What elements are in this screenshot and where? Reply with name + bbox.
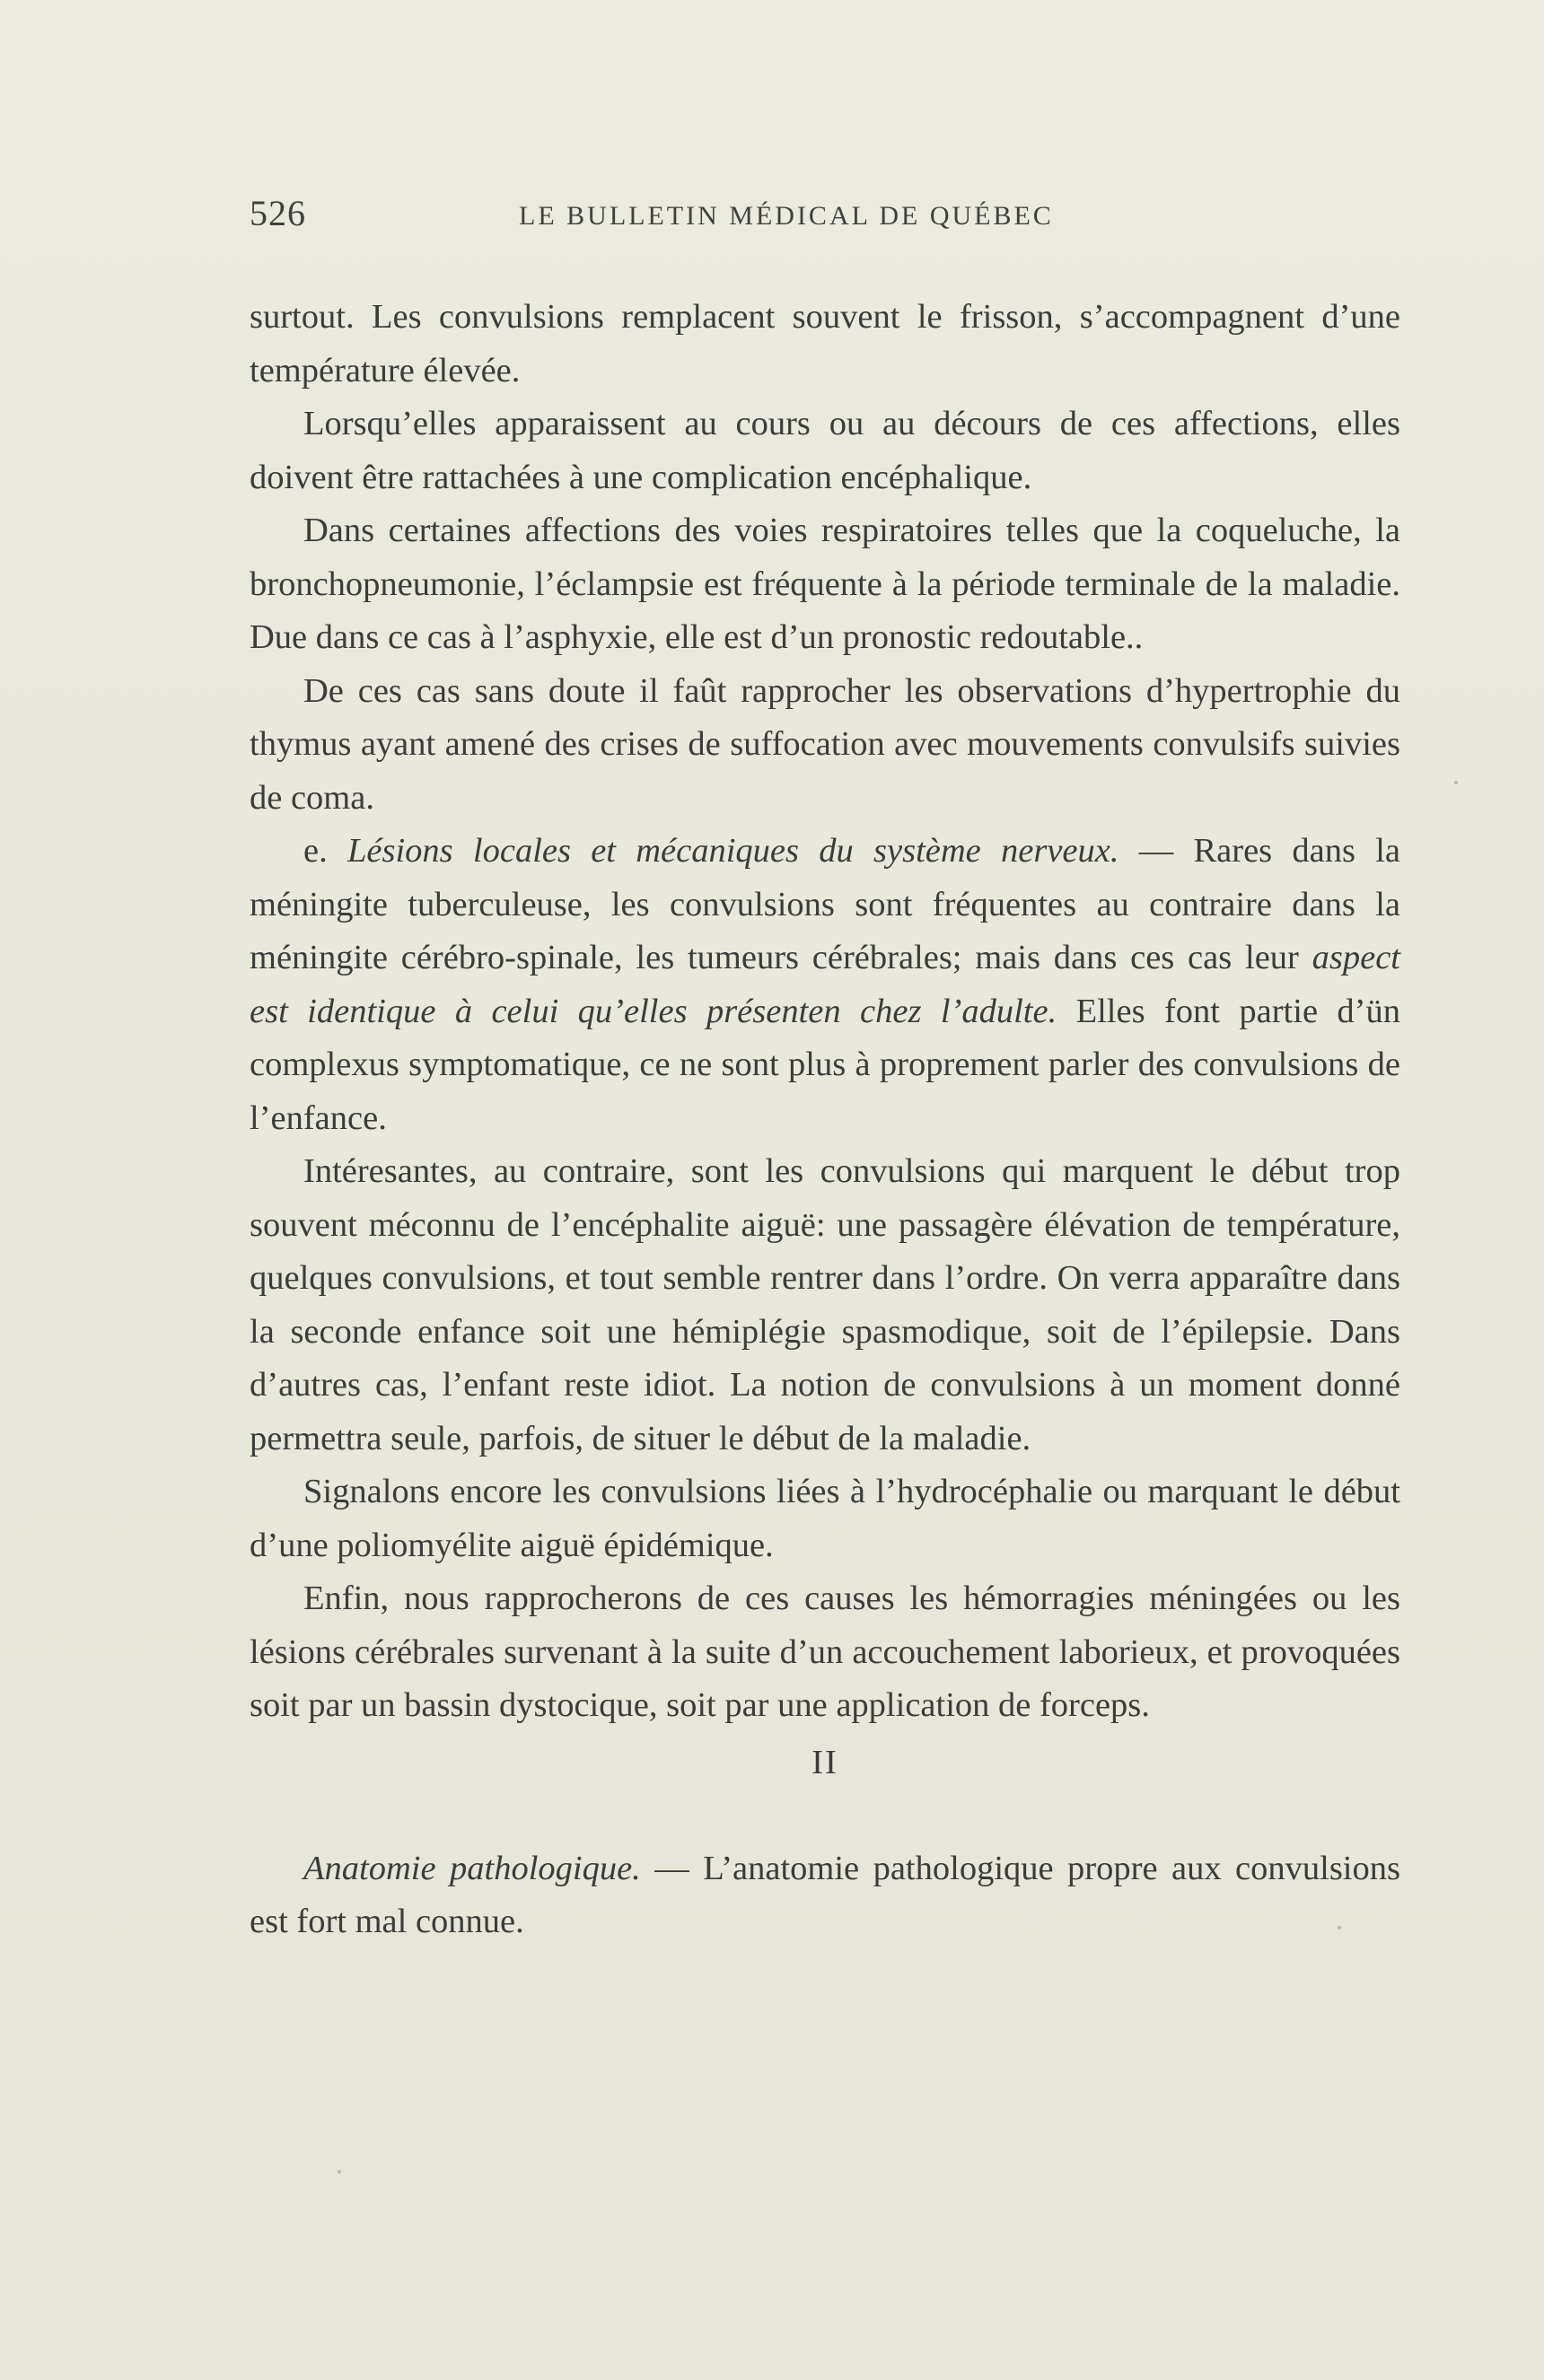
paragraph-8: Enfin, nous rapprocherons de ces causes les hémorragies méningées ou les lésions cérébrales survenant à la suite d’un accouchement laborieux, et provoquées soit par un bassin dystocique, soit par une application de forceps.: [250, 1579, 1400, 1724]
paragraph-5: [250, 825, 1400, 1145]
running-title: LE BULLETIN MÉDICAL DE QUÉBEC: [519, 201, 1054, 231]
paragraph-2: Lorsqu’elles apparaissent au cours ou au décours de ces affections, elles doivent être rattachées à une complication encéphalique.: [250, 405, 1400, 496]
paragraph-1: surtout. Les convulsions remplacent souvent le frisson, s’accompagnent d’une température élevée.: [250, 298, 1400, 389]
paper-spot: [1454, 781, 1458, 784]
section-italic-title: Anatomie pathologique.: [303, 1849, 641, 1887]
paragraph-5-italic-phrase: aspect est identique à celui qu’elles présenten chez l’adulte.: [250, 939, 1400, 1030]
paragraph-3: Dans certaines affections des voies respiratoires telles que la coqueluche, la bronchopneumonie, l’éclampsie est fréquente à la période terminale de la maladie. Due dans ce cas à l’asphyxie, elle est d’un pronostic redoutable..: [250, 512, 1400, 656]
paragraph-4: De ces cas sans doute il faût rapprocher les observations d’hypertrophie du thymus ayant amené des crises de suffocation avec mouvements convulsifs suivies de coma.: [250, 671, 1400, 817]
page-number: 526: [250, 193, 306, 233]
section-paragraph: [250, 1842, 1400, 1949]
paper-spot: [1338, 1926, 1341, 1929]
paragraph-5-middle: — Rares dans la méningite tuberculeuse, les convulsions sont fréquentes au contraire dans la méningite cérébro-spinale, les tumeurs cérébrales; mais dans ces cas leur: [250, 832, 1401, 976]
section-heading: II: [811, 1743, 838, 1781]
body-text: [250, 291, 1400, 1949]
paragraph-5-prefix: e.: [303, 832, 347, 870]
paragraph-7: Signalons encore les convulsions liées à l’hydrocéphalie ou marquant le début d’une poliomyélite aiguë épidémique.: [250, 1473, 1400, 1564]
paragraph-5-suffix: Elles font partie d’ün complexus symptomatique, ce ne sont plus à proprement parler des convulsions de l’enfance.: [250, 992, 1400, 1137]
section-text: — L’anatomie pathologique propre aux convulsions est fort mal connue.: [250, 1849, 1400, 1940]
paper-spot: [338, 2170, 341, 2174]
paragraph-6: Intéresantes, au contraire, sont les convulsions qui marquent le début trop souvent méconnu de l’encéphalite aiguë: une passagère élévation de température, quelques convulsions, et tout semble rentrer dans l’ordre. On verra apparaître dans la seconde enfance soit une hémiplégie spasmodique, soit de l’épilepsie. Dans d’autres cas, l’enfant reste idiot. La notion de convulsions à un moment donné permettra seule, parfois, de situer le début de la maladie.: [250, 1152, 1400, 1457]
paragraph-5-italic-title: Lésions locales et mécaniques du système nerveux.: [347, 832, 1119, 870]
page-header: [250, 188, 1399, 242]
